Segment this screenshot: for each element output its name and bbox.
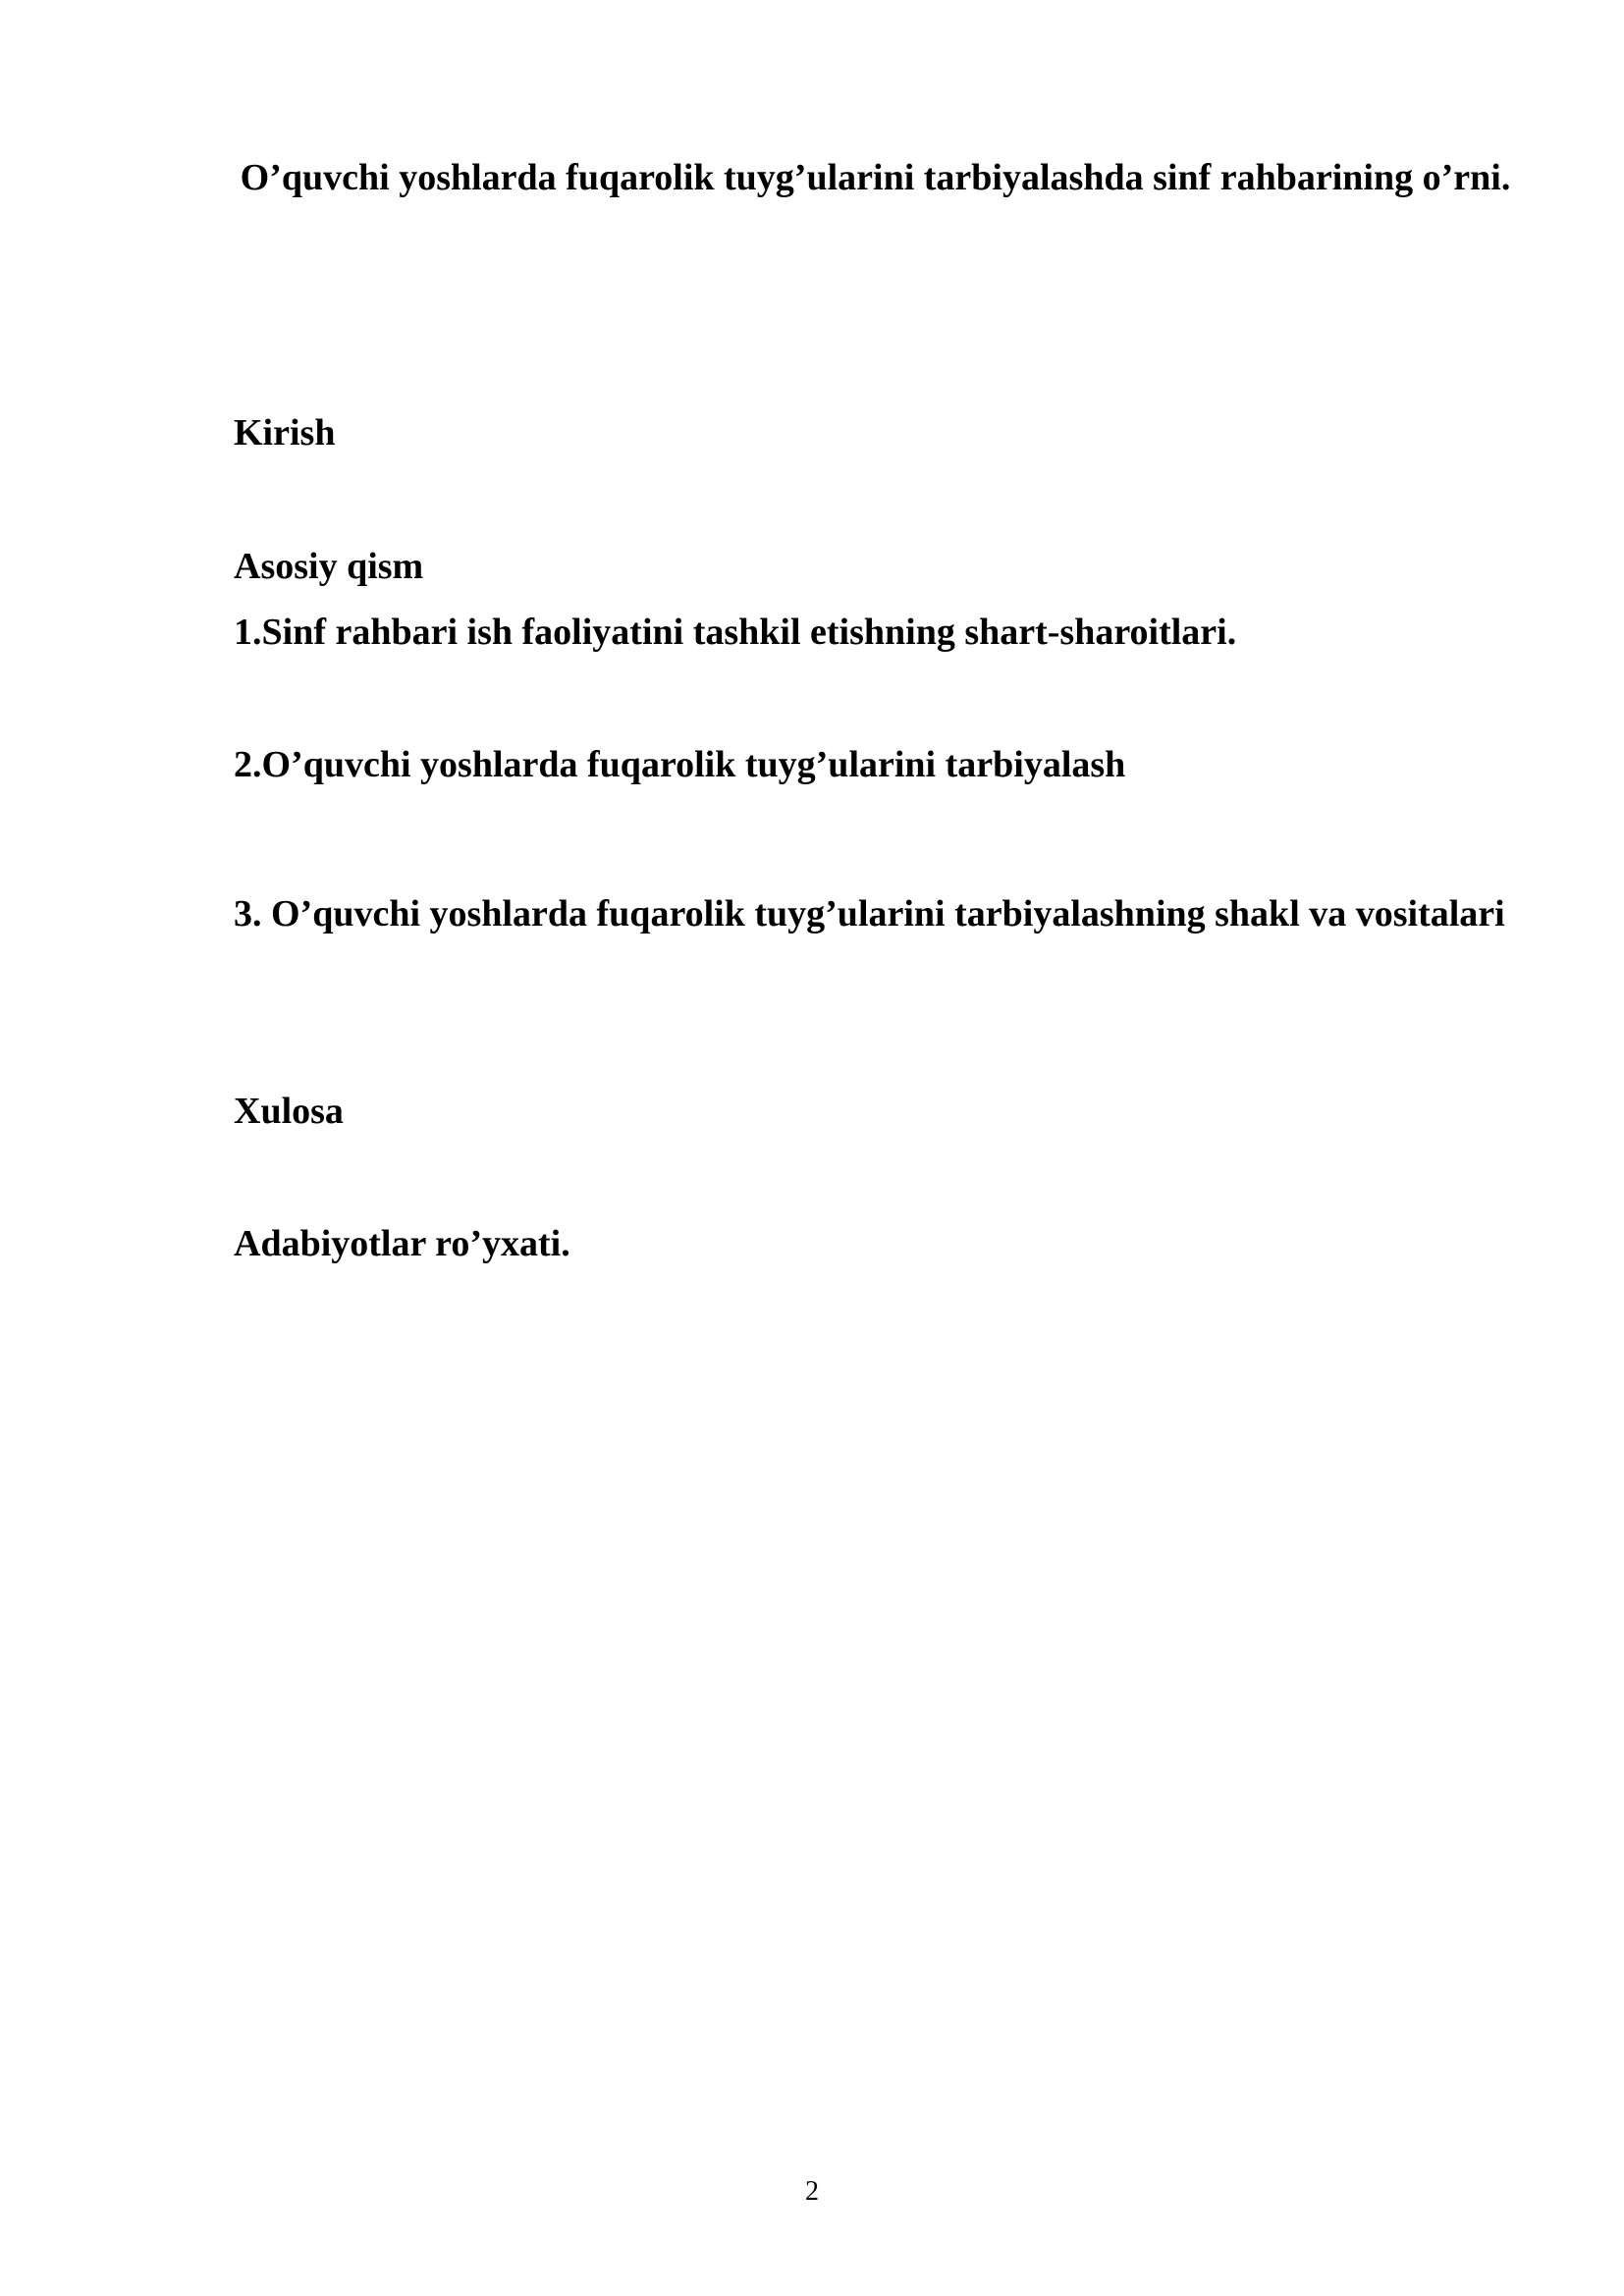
toc-item-section-2: 2.O’quvchi yoshlarda fuqarolik tuyg’ularini tarbiyalash	[234, 744, 1126, 785]
toc-item-section-3: 3. O’quvchi yoshlarda fuqarolik tuyg’ularini tarbiyalashning shakl va vositalari	[234, 893, 1505, 934]
document-title: O’quvchi yoshlarda fuqarolik tuyg’ularini tarbiyalashda sinf rahbarining o’rni.	[240, 157, 1511, 198]
toc-item-references: Adabiyotlar ro’yxati.	[234, 1223, 570, 1264]
toc-item-main-part: Asosiy qism	[234, 546, 424, 587]
page-number: 2	[805, 2176, 819, 2207]
toc-item-conclusion: Xulosa	[234, 1091, 344, 1132]
toc-item-introduction: Kirish	[234, 412, 336, 454]
toc-item-section-1: 1.Sinf rahbari ish faoliyatini tashkil etishning shart-sharoitlari.	[234, 612, 1237, 653]
